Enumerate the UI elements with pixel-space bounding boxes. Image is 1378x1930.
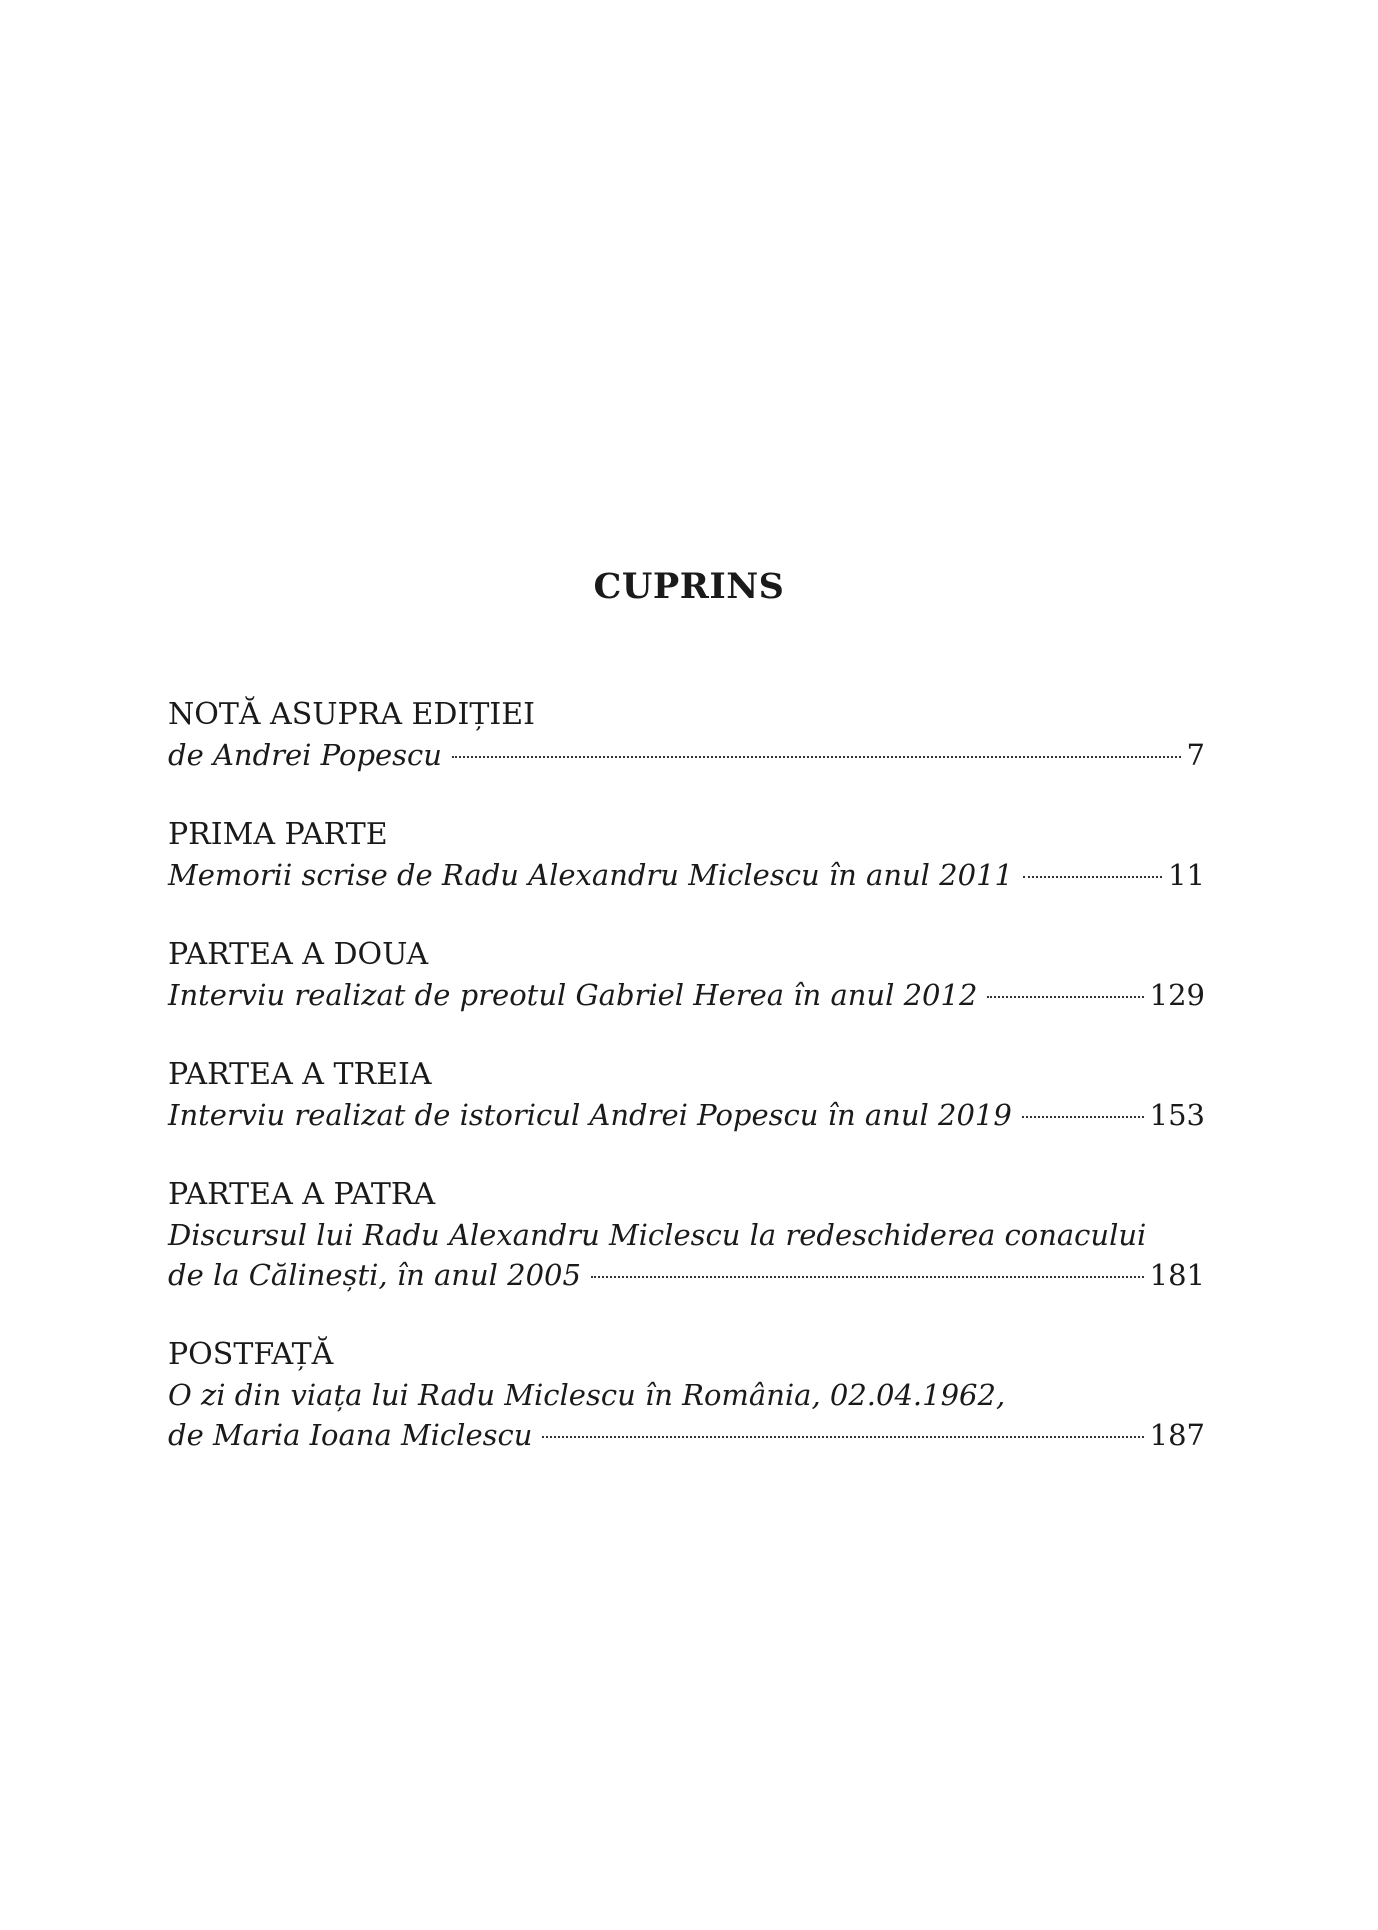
toc-entry-line: [168, 855, 1205, 895]
toc-entry-partea-a-treia: [168, 1055, 1205, 1135]
toc-entry-line: [168, 1255, 1205, 1295]
page-title: CUPRINS: [593, 566, 785, 607]
dot-leader: [452, 756, 1181, 758]
dot-leader: [542, 1436, 1143, 1438]
toc-entry-line: [168, 1095, 1205, 1135]
toc-entry-heading: PRIMA PARTE: [168, 817, 388, 852]
toc-entry-partea-a-doua: [168, 935, 1205, 1015]
toc-entry-heading: PARTEA A PATRA: [168, 1177, 436, 1212]
toc-entry-partea-a-patra: [168, 1175, 1205, 1295]
page-number: 187: [1149, 1418, 1205, 1452]
toc-entry-nota: [168, 695, 1205, 775]
toc-entry-subtitle: de la Călinești, în anul 2005: [168, 1258, 581, 1292]
toc-entry-line: [168, 1415, 1205, 1455]
dot-leader: [1023, 876, 1162, 878]
toc-entry-line: [168, 975, 1205, 1015]
toc-entry-heading: POSTFAȚĂ: [168, 1337, 334, 1372]
toc-entry-subtitle: de Andrei Popescu: [168, 738, 442, 772]
toc-entry-subtitle: Interviu realizat de preotul Gabriel Herea în anul 2012: [168, 978, 978, 1012]
toc-entry-heading: PARTEA A TREIA: [168, 1057, 432, 1092]
dot-leader: [591, 1276, 1144, 1278]
toc-entry-subtitle: O zi din viața lui Radu Miclescu în România, 02.04.1962,: [168, 1378, 1006, 1412]
toc-entry-heading: NOTĂ ASUPRA EDIȚIEI: [168, 697, 535, 732]
page-number: 181: [1149, 1258, 1205, 1292]
toc-entry-subtitle: Interviu realizat de istoricul Andrei Popescu în anul 2019: [168, 1098, 1012, 1132]
toc-entry-postfata: [168, 1335, 1205, 1455]
page-number: 129: [1149, 978, 1205, 1012]
toc-entry-subtitle: Discursul lui Radu Alexandru Miclescu la redeschiderea conacului: [168, 1218, 1147, 1252]
toc-entry-subtitle: Memorii scrise de Radu Alexandru Miclescu în anul 2011: [168, 858, 1013, 892]
toc-entry-subtitle: de Maria Ioana Miclescu: [168, 1418, 533, 1452]
page-number: 7: [1186, 738, 1205, 772]
toc-entry-heading: PARTEA A DOUA: [168, 937, 429, 972]
dot-leader: [1022, 1116, 1144, 1118]
page-number: 153: [1149, 1098, 1205, 1132]
toc-entry-prima-parte: [168, 815, 1205, 895]
page-number: 11: [1168, 858, 1205, 892]
dot-leader: [987, 996, 1143, 998]
table-of-contents: [168, 695, 1205, 1495]
toc-entry-line: [168, 735, 1205, 775]
